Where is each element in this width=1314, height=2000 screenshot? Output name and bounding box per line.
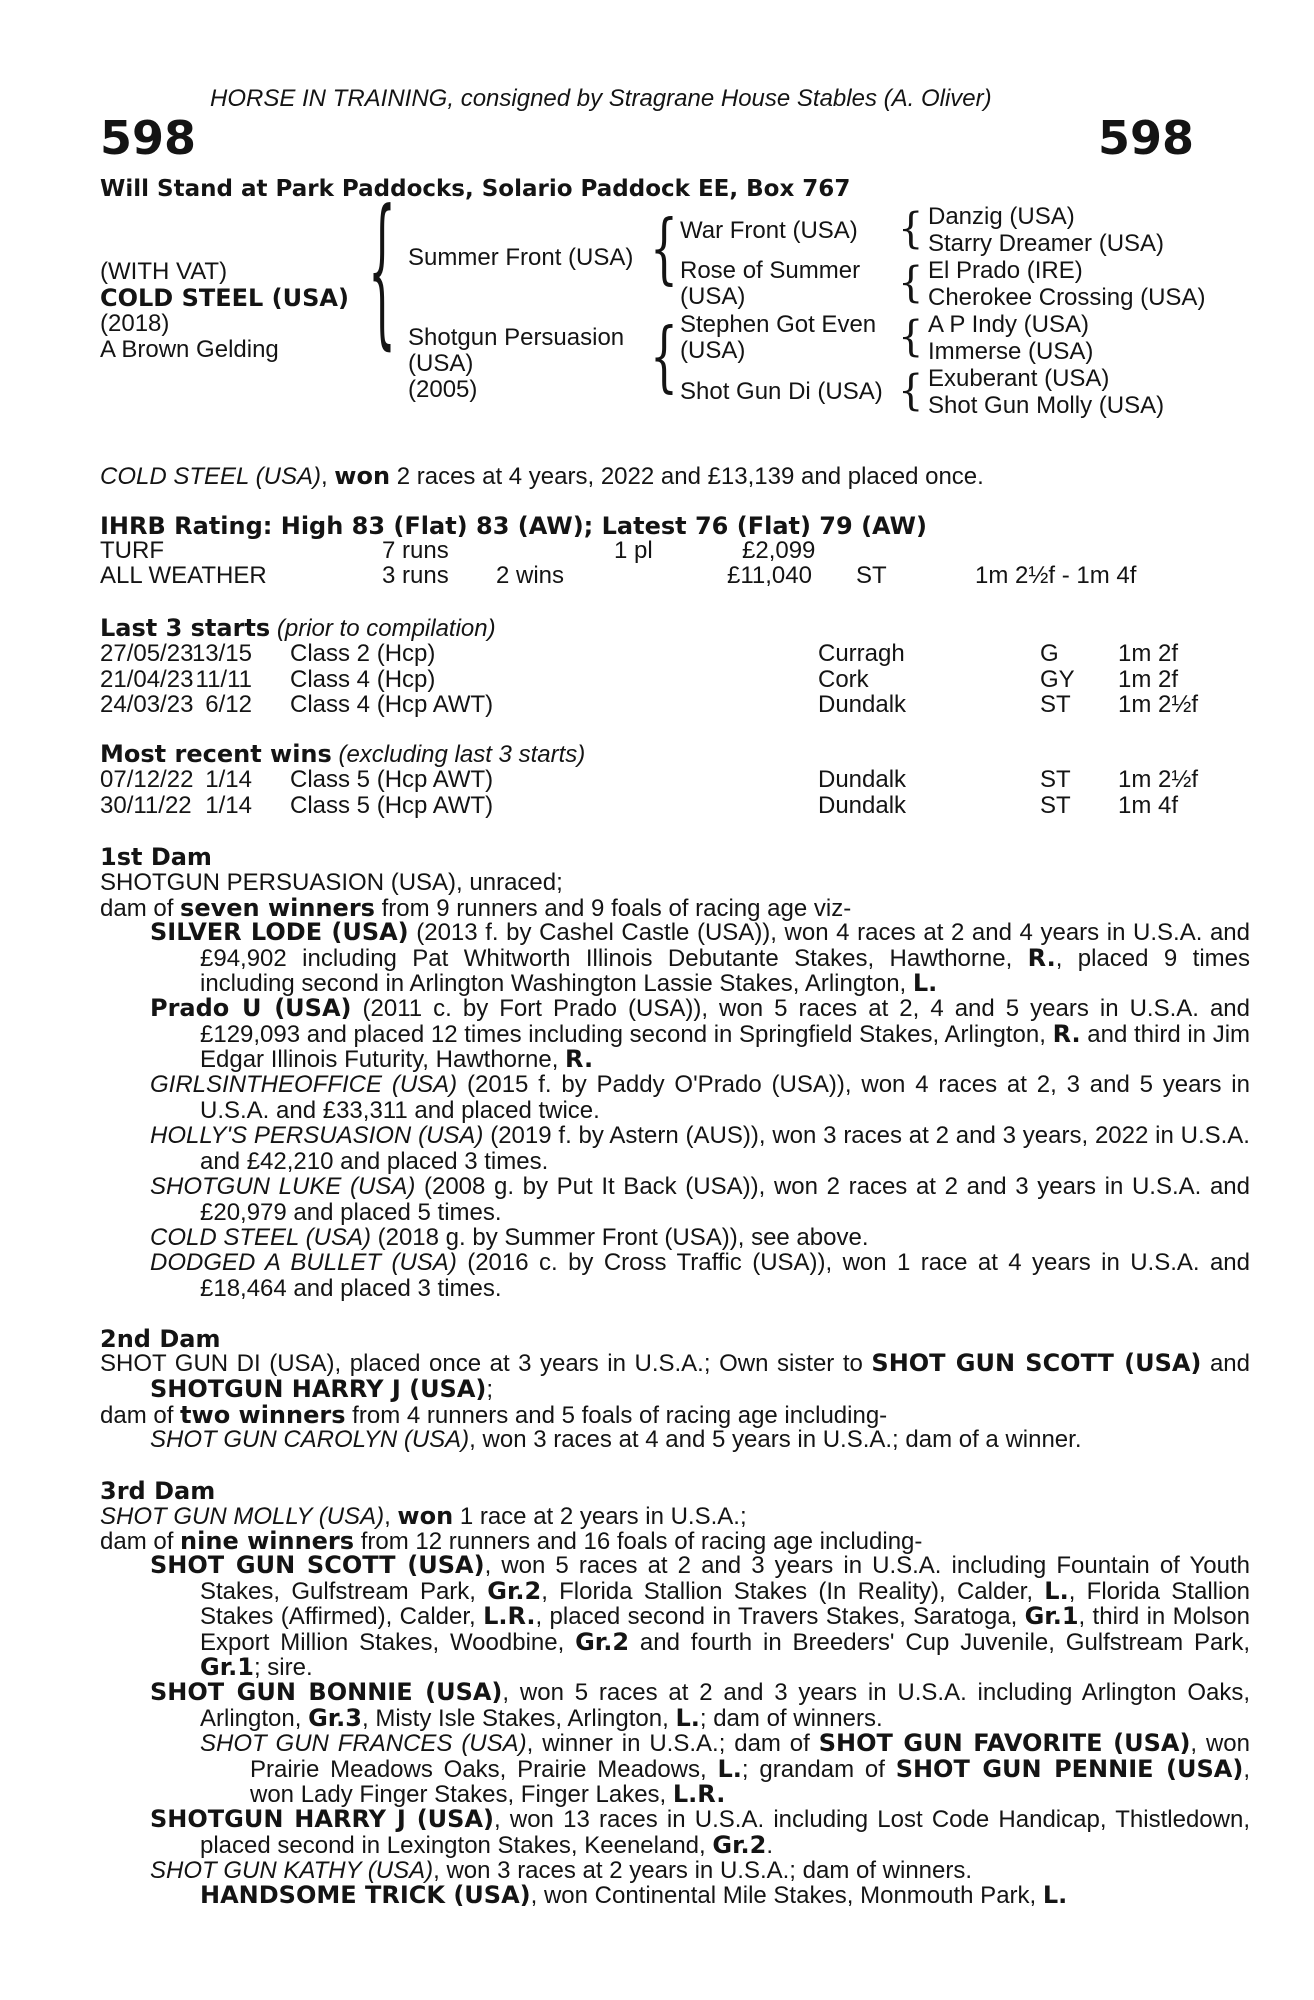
race-date: 27/05/23 bbox=[100, 640, 194, 667]
consignment-line: HORSE IN TRAINING, consigned by Stragrane House Stables (A. Oliver) bbox=[210, 85, 992, 112]
dam3-entry-shot-gun-bonnie bbox=[150, 1680, 1250, 1731]
dam3-entry-handsome-trick bbox=[200, 1883, 1250, 1909]
race-course: Curragh bbox=[818, 640, 905, 667]
race-grade: L. bbox=[675, 1703, 700, 1732]
brace-g3-4: { bbox=[898, 366, 924, 416]
g3-danzig: Danzig (USA) bbox=[928, 203, 1075, 230]
recent-wins-heading bbox=[100, 741, 585, 768]
dam1-entry-shotgun-luke bbox=[150, 1174, 1250, 1225]
brace-g3-2: { bbox=[898, 258, 924, 308]
race-dist: 1m 2½f bbox=[1118, 766, 1199, 793]
horse-vat: (WITH VAT) bbox=[100, 258, 228, 285]
brace-main: { bbox=[368, 177, 396, 367]
race-dist: 1m 2½f bbox=[1118, 691, 1199, 718]
brace-sire: { bbox=[650, 204, 678, 294]
entry-text: , won Continental Mile Stakes, Monmouth Park, bbox=[530, 1882, 1043, 1909]
aw-label: ALL WEATHER bbox=[100, 562, 267, 589]
race-going: ST bbox=[1040, 766, 1071, 793]
stand-location: Will Stand at Park Paddocks, Solario Paddock EE, Box 767 bbox=[100, 176, 851, 202]
entry-text: , won 3 races at 4 and 5 years in U.S.A.; dam of a winner. bbox=[469, 1426, 1082, 1453]
produce-name: SHOT GUN FAVORITE (USA) bbox=[818, 1729, 1191, 1757]
entry-text: (2011 c. by Fort Prado (USA)), won 5 races at 2, 4 and 5 years in U.S.A. and £129,093 and placed 12 times including second in Springfield Stakes, Arlington, bbox=[200, 995, 1251, 1048]
entry-text: , won 3 races at 2 years in U.S.A.; dam of winners. bbox=[433, 1857, 973, 1884]
race-grade: Gr.2 bbox=[712, 1830, 767, 1859]
dam2-winners-count: two winners bbox=[180, 1401, 346, 1429]
entry-text: (2019 f. by Astern (AUS)), won 3 races at 2 and 3 years, 2022 in U.S.A. and £42,210 and placed 3 times. bbox=[200, 1122, 1250, 1175]
summary-horse-name: COLD STEEL (USA) bbox=[100, 463, 321, 490]
second-dam-heading: 2nd Dam bbox=[100, 1325, 221, 1353]
race-dist: 1m 2f bbox=[1118, 665, 1179, 693]
dam-sire-line2: (USA) bbox=[680, 337, 746, 364]
entry-text: , won 13 races in U.S.A. including Lost Code Handicap, Thistledown, placed second in Lexington Stakes, Keeneland, bbox=[200, 1806, 1250, 1859]
aw-distance: 1m 2½f - 1m 4f bbox=[975, 562, 1137, 589]
turf-runs: 7 runs bbox=[382, 537, 449, 564]
race-pos: 11/11 bbox=[195, 665, 252, 693]
entry-text: , won 5 races at 2 and 3 years in U.S.A. including Fountain of Youth Stakes, Gulfstream Park, bbox=[200, 1552, 1250, 1605]
first-dam-intro: SHOTGUN PERSUASION (USA), unraced; bbox=[100, 869, 563, 896]
race-grade: Gr.1 bbox=[1024, 1602, 1079, 1630]
g3-el-prado: El Prado (IRE) bbox=[928, 257, 1083, 284]
race-cls: Class 4 (Hcp) bbox=[290, 665, 436, 693]
dam-year: (2005) bbox=[408, 376, 478, 403]
race-grade: Gr.1 bbox=[200, 1653, 254, 1681]
dam1-entry-dodged-a-bullet bbox=[150, 1250, 1250, 1301]
sire-dam-line1: Rose of Summer bbox=[680, 257, 861, 284]
dam3-won: won bbox=[397, 1502, 454, 1530]
dam1-entry-prado-u bbox=[150, 996, 1250, 1073]
summary-text: 2 races at 4 years, 2022 and £13,139 and placed once. bbox=[396, 463, 984, 490]
entry-text: ; dam of winners. bbox=[699, 1704, 883, 1732]
race-grade: R. bbox=[1027, 943, 1056, 972]
entry-name: SHOT GUN FRANCES (USA) bbox=[200, 1730, 527, 1757]
last-starts-title: Last 3 starts bbox=[100, 614, 271, 642]
dam-name-line2: (USA) bbox=[408, 350, 474, 377]
dam1-entry-silver-lode bbox=[150, 920, 1250, 997]
turf-prize-money: £2,099 bbox=[742, 537, 816, 564]
entry-text: and fourth in Breeders' Cup Juvenile, Gulfstream Park, bbox=[629, 1628, 1250, 1656]
dam3-sep: , bbox=[384, 1503, 398, 1530]
entry-text: , won 5 races at 2 and 3 years in U.S.A. including Arlington Oaks, Arlington, bbox=[200, 1679, 1251, 1732]
race-course: Cork bbox=[818, 665, 869, 693]
race-course: Dundalk bbox=[818, 766, 907, 793]
entry-text: , winner in U.S.A.; dam of bbox=[526, 1730, 819, 1757]
race-date: 30/11/22 bbox=[100, 791, 192, 819]
race-grade: L.R. bbox=[483, 1602, 536, 1630]
dam1-entry-cold-steel bbox=[150, 1225, 1250, 1251]
g3-cherokee-crossing: Cherokee Crossing (USA) bbox=[928, 284, 1206, 311]
race-grade: L. bbox=[912, 969, 938, 997]
race-cls: Class 5 (Hcp AWT) bbox=[290, 791, 494, 819]
entry-text: , placed 9 times including second in Arlington Washington Lassie Stakes, Arlington, bbox=[200, 944, 1250, 997]
entry-name: SILVER LODE (USA) bbox=[150, 918, 409, 946]
entry-text: , third in Molson Export Million Stakes, Woodbine, bbox=[200, 1603, 1250, 1656]
aw-wins: 2 wins bbox=[496, 562, 565, 589]
g3-immerse: Immerse (USA) bbox=[928, 338, 1094, 365]
race-pos: 1/14 bbox=[205, 791, 252, 819]
race-going: ST bbox=[1040, 691, 1071, 718]
entry-name: HANDSOME TRICK (USA) bbox=[200, 1881, 531, 1909]
entry-text: (2015 f. by Paddy O'Prado (USA)), won 4 races at 2, 3 and 5 years in U.S.A. and £33,311 and placed twice. bbox=[200, 1071, 1250, 1124]
race-going: G bbox=[1040, 640, 1059, 667]
g3-starry-dreamer: Starry Dreamer (USA) bbox=[928, 230, 1165, 257]
race-course: Dundalk bbox=[818, 691, 907, 718]
dam2-intro-text: SHOT GUN DI (USA), placed once at 3 years in U.S.A.; Own sister to bbox=[100, 1350, 872, 1377]
sire-dam-line2: (USA) bbox=[680, 283, 746, 310]
race-dist: 1m 2f bbox=[1118, 640, 1179, 667]
sire-name: Summer Front (USA) bbox=[408, 244, 634, 271]
entry-name: SHOTGUN HARRY J (USA) bbox=[150, 1805, 494, 1833]
entry-name: COLD STEEL (USA) bbox=[150, 1224, 371, 1251]
entry-text: , Florida Stallion Stakes (In Reality), Calder, bbox=[541, 1577, 1045, 1605]
race-grade: Gr.2 bbox=[487, 1576, 542, 1605]
dam1-entry-girlsintheoffice bbox=[150, 1072, 1250, 1123]
race-dist: 1m 4f bbox=[1118, 791, 1179, 819]
second-dam-produce bbox=[100, 1402, 887, 1429]
dam-dam: Shot Gun Di (USA) bbox=[680, 378, 883, 405]
summary-won: won bbox=[334, 462, 391, 490]
g3-exuberant: Exuberant (USA) bbox=[928, 365, 1110, 392]
race-course: Dundalk bbox=[818, 791, 907, 819]
third-dam-heading: 3rd Dam bbox=[100, 1477, 216, 1505]
entry-text: . bbox=[766, 1831, 773, 1859]
race-cls: Class 5 (Hcp AWT) bbox=[290, 766, 494, 793]
horse-name: COLD STEEL (USA) bbox=[100, 284, 349, 312]
race-going: ST bbox=[1040, 791, 1071, 819]
dam3-runners-text: from 12 runners and 16 foals of racing age including- bbox=[354, 1528, 923, 1555]
turf-placed: 1 pl bbox=[614, 537, 653, 564]
race-grade: R. bbox=[1052, 1019, 1081, 1048]
entry-text: (2008 g. by Put It Back (USA)), won 2 races at 2 and 3 years in U.S.A. and £20,979 and placed 5 times. bbox=[200, 1173, 1250, 1226]
g3-ap-indy: A P Indy (USA) bbox=[928, 311, 1089, 338]
dam2-intro-and: and bbox=[1201, 1350, 1250, 1377]
dam3-winners-count: nine winners bbox=[180, 1527, 355, 1555]
g3-shot-gun-molly: Shot Gun Molly (USA) bbox=[928, 392, 1165, 419]
entry-text: , placed second in Travers Stakes, Saratoga, bbox=[535, 1603, 1025, 1630]
race-grade: Gr.3 bbox=[308, 1703, 362, 1732]
aw-going: ST bbox=[856, 562, 887, 589]
entry-name: SHOT GUN KATHY (USA) bbox=[150, 1857, 434, 1884]
dam3-intro-text: 1 race at 2 years in U.S.A.; bbox=[453, 1503, 747, 1530]
ihrb-rating: IHRB Rating: High 83 (Flat) 83 (AW); Latest 76 (Flat) 79 (AW) bbox=[100, 512, 927, 540]
last-starts-heading bbox=[100, 615, 496, 642]
dam3-dam-of: dam of bbox=[100, 1528, 181, 1555]
sire-sire: War Front (USA) bbox=[680, 217, 858, 244]
lot-number-right: 598 bbox=[1098, 111, 1195, 165]
race-grade: R. bbox=[565, 1045, 594, 1073]
dam3-entry-shot-gun-frances bbox=[200, 1731, 1250, 1808]
aw-prize-money: £11,040 bbox=[727, 562, 812, 589]
race-date: 21/04/23 bbox=[100, 665, 194, 693]
third-dam-intro bbox=[100, 1503, 747, 1530]
lot-number-left: 598 bbox=[100, 111, 197, 165]
entry-text: ; grandam of bbox=[741, 1755, 896, 1783]
dam1-winners-count: seven winners bbox=[180, 894, 375, 922]
entry-text: ; sire. bbox=[253, 1654, 313, 1681]
race-going: GY bbox=[1040, 665, 1075, 693]
entry-text: and third in Jim Edgar Illinois Futurity, Hawthorne, bbox=[200, 1020, 1251, 1073]
dam-sire-line1: Stephen Got Even bbox=[680, 311, 877, 338]
entry-name: HOLLY'S PERSUASION (USA) bbox=[150, 1122, 484, 1149]
entry-name: SHOT GUN BONNIE (USA) bbox=[150, 1678, 503, 1706]
race-pos: 1/14 bbox=[205, 766, 252, 793]
entry-text: , Florida Stallion Stakes (Affirmed), Calder, bbox=[200, 1577, 1251, 1630]
aw-runs: 3 runs bbox=[382, 562, 449, 589]
brace-dam: { bbox=[650, 312, 678, 402]
horse-description: A Brown Gelding bbox=[100, 336, 279, 363]
dam2-runners-text: from 4 runners and 5 foals of racing age including- bbox=[345, 1402, 888, 1429]
dam2-intro-end: ; bbox=[486, 1375, 494, 1403]
dam2-entry-shot-gun-carolyn bbox=[150, 1427, 1250, 1453]
dam2-dam-of: dam of bbox=[100, 1402, 181, 1429]
race-cls: Class 2 (Hcp) bbox=[290, 640, 436, 667]
dam-name-line1: Shotgun Persuasion bbox=[408, 324, 625, 351]
dam3-entry-shot-gun-scott bbox=[150, 1553, 1250, 1681]
recent-wins-note: (excluding last 3 starts) bbox=[338, 741, 586, 768]
race-cls: Class 4 (Hcp AWT) bbox=[290, 691, 494, 718]
dam2-sibling-1: SHOT GUN SCOTT (USA) bbox=[871, 1349, 1202, 1377]
entry-name: DODGED A BULLET (USA) bbox=[150, 1249, 457, 1276]
race-date: 24/03/23 bbox=[100, 691, 194, 718]
entry-text: (2016 c. by Cross Traffic (USA)), won 1 race at 4 years in U.S.A. and £18,464 and placed 3 times. bbox=[200, 1249, 1250, 1302]
race-grade: Gr.2 bbox=[575, 1627, 630, 1656]
race-summary: COLD STEEL (USA), won 2 races at 4 years, 2022 and £13,139 and placed once. bbox=[100, 462, 984, 490]
brace-g3-3: { bbox=[898, 312, 924, 362]
entry-text: , won Prairie Meadows Oaks, Prairie Meadows, bbox=[250, 1730, 1250, 1783]
horse-year: (2018) bbox=[100, 310, 170, 337]
dam2-sibling-2: SHOTGUN HARRY J (USA) bbox=[150, 1374, 487, 1403]
race-pos: 13/15 bbox=[191, 640, 252, 667]
entry-name: GIRLSINTHEOFFICE (USA) bbox=[150, 1071, 458, 1098]
first-dam-heading: 1st Dam bbox=[100, 843, 212, 871]
race-pos: 6/12 bbox=[205, 691, 252, 718]
entry-name: SHOT GUN SCOTT (USA) bbox=[150, 1551, 485, 1579]
dam3-entry-shot-gun-kathy bbox=[150, 1858, 1250, 1884]
race-grade: L.R. bbox=[672, 1780, 726, 1808]
entry-name: SHOT GUN CAROLYN (USA) bbox=[150, 1426, 470, 1453]
dam1-entry-hollys-persuasion bbox=[150, 1123, 1250, 1174]
entry-text: , won Lady Finger Stakes, Finger Lakes, bbox=[250, 1755, 1250, 1808]
entry-name: SHOTGUN LUKE (USA) bbox=[150, 1173, 416, 1200]
second-dam-intro bbox=[100, 1351, 1250, 1402]
entry-text: (2018 g. by Summer Front (USA)), see above. bbox=[370, 1224, 869, 1251]
dam3-name: SHOT GUN MOLLY (USA) bbox=[100, 1503, 385, 1530]
race-grade: L. bbox=[1042, 1881, 1068, 1909]
last-starts-note: (prior to compilation) bbox=[276, 615, 496, 642]
race-grade: L. bbox=[1044, 1576, 1069, 1605]
entry-text: , Misty Isle Stakes, Arlington, bbox=[362, 1704, 676, 1732]
race-date: 07/12/22 bbox=[100, 766, 194, 793]
recent-wins-title: Most recent wins bbox=[100, 740, 332, 768]
dam1-runners-text: from 9 runners and 9 foals of racing age viz- bbox=[374, 895, 852, 922]
entry-name: Prado U (USA) bbox=[150, 994, 352, 1022]
produce-name: SHOT GUN PENNIE (USA) bbox=[895, 1754, 1244, 1783]
dam1-dam-of: dam of bbox=[100, 895, 181, 922]
entry-text: (2013 f. by Cashel Castle (USA)), won 4 races at 2 and 4 years in U.S.A. and £94,902 including Pat Whitworth Illinois Debutante Stakes, Hawthorne, bbox=[200, 919, 1250, 972]
brace-g3-1: { bbox=[898, 204, 924, 254]
race-grade: L. bbox=[717, 1754, 742, 1783]
turf-label: TURF bbox=[100, 537, 164, 564]
dam3-entry-shotgun-harry-j bbox=[150, 1807, 1250, 1858]
